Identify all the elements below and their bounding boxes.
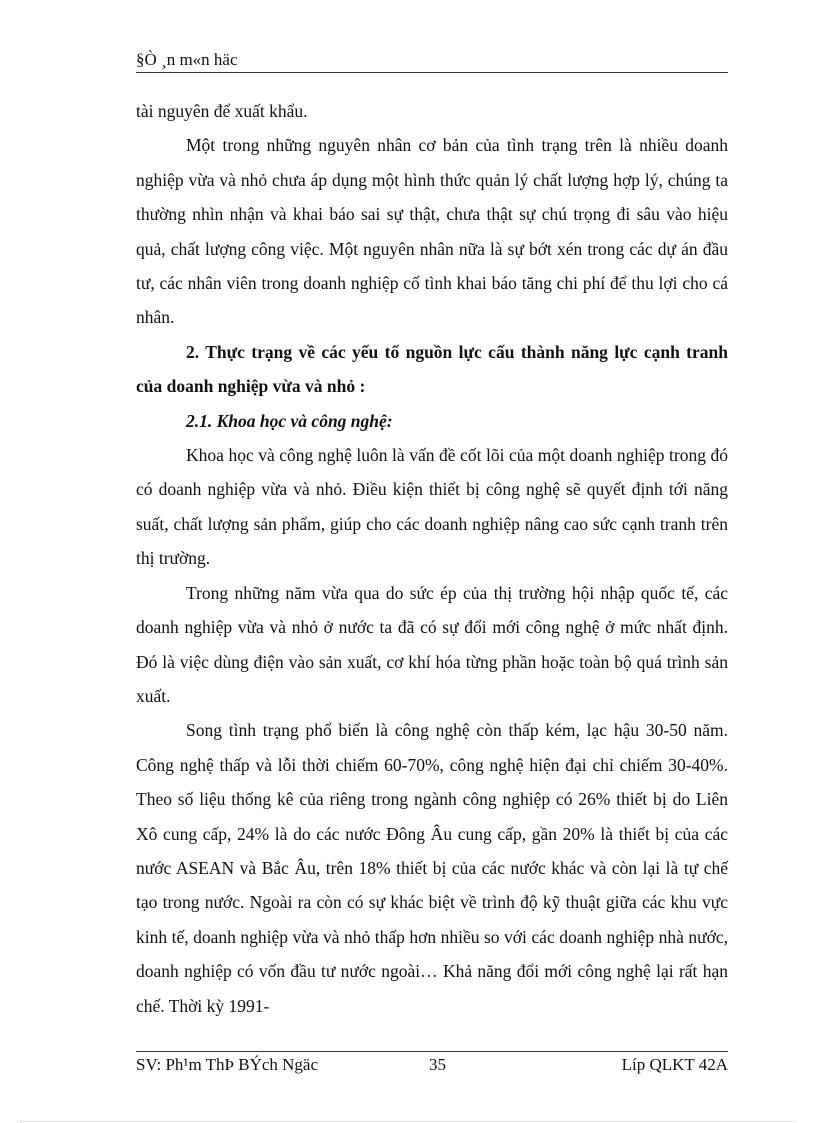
paragraph-causes: Một trong những nguyên nhân cơ bản của tình trạng trên là nhiều doanh nghiệp vừa và nhỏ chưa áp dụng một hình thức quản lý chất lượng hợp lý, chúng ta thường nhìn nhận và khai báo sai sự thật, chưa thật sự chú trọng đi sâu vào hiệu quả, chất lượng công việc. Một nguyên nhân nữa là sự bớt xén trong các dự án đầu tư, các nhân viên trong doanh nghiệp cố tình khai báo tăng chi phí để thu lợi cho cá nhân. xyxy=(136,135,728,328)
page-bottom-border xyxy=(20,1121,796,1122)
paragraph-continuation: tài nguyên để xuất khẩu. xyxy=(136,101,308,121)
paragraph-science-tech: Khoa học và công nghệ luôn là vấn đề cốt lõi của một doanh nghiệp trong đó có doanh nghiệp vừa và nhỏ. Điều kiện thiết bị công nghệ sẽ quyết định tới năng suất, chất lượng sản phẩm, giúp cho các doanh nghiệp nâng cao sức cạnh tranh trên thị trường. xyxy=(136,445,728,569)
document-body xyxy=(136,94,728,1023)
page-number: 35 xyxy=(429,1055,446,1074)
subsection-heading: 2.1. Khoa học và công nghệ: xyxy=(186,410,393,431)
section-heading: 2. Thực trạng về các yếu tố nguồn lực cấu thành năng lực cạnh tranh của doanh nghiệp vừa và nhỏ : xyxy=(136,341,728,397)
footer-divider xyxy=(136,1051,728,1052)
paragraph-innovation: Trong những năm vừa qua do sức ép của thị trường hội nhập quốc tế, các doanh nghiệp vừa và nhỏ ở nước ta đã có sự đổi mới công nghệ ở mức nhất định. Đó là việc dùng điện vào sản xuất, cơ khí hóa từng phần hoặc toàn bộ quá trình sản xuất. xyxy=(136,582,728,706)
footer-student-name: SV: Ph¹m ThÞ BÝch Ngäc xyxy=(136,1055,319,1074)
footer-class: Líp QLKT 42A xyxy=(621,1055,728,1074)
page-header-title: §Ò ¸n m«n häc xyxy=(136,50,238,69)
paragraph-statistics: Song tình trạng phổ biến là công nghệ còn thấp kém, lạc hậu 30-50 năm. Công nghệ thấp và lỗi thời chiếm 60-70%, công nghệ hiện đại chỉ chiếm 30-40%. Theo số liệu thống kê của riêng trong ngành công nghiệp có 26% thiết bị do Liên Xô cung cấp, 24% là do các nước Đông Âu cung cấp, gần 20% là thiết bị của các nước ASEAN và Bắc Âu, trên 18% thiết bị của các nước khác và còn lại là tự chế tạo trong nước. Ngoài ra còn có sự khác biệt về trình độ kỹ thuật giữa các khu vực kinh tế, doanh nghiệp vừa và nhỏ thấp hơn nhiều so với các doanh nghiệp nhà nước, doanh nghiệp có vốn đầu tư nước ngoài… Khả năng đổi mới công nghệ lại rất hạn chế. Thời kỳ 1991- xyxy=(136,720,728,1016)
header-divider xyxy=(136,72,728,73)
